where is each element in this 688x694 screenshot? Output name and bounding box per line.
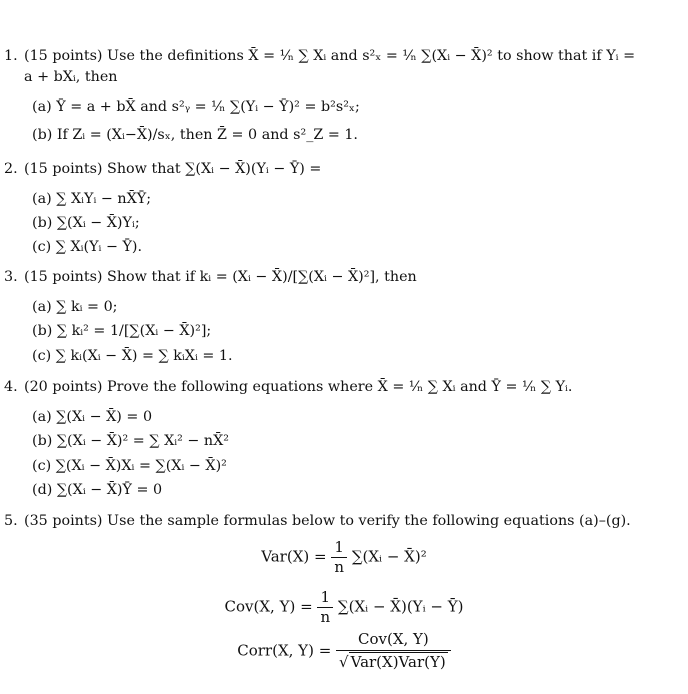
problem-2-statement: (15 points) Show that ∑(Xᵢ − X̄)(Yᵢ − Ȳ) = [24, 161, 322, 177]
problem-5-statement: (35 points) Use the sample formulas below to verify the following equations (a)–(g). [24, 513, 631, 529]
problem-4-statement: (20 points) Prove the following equations where X̄ = ¹⁄ₙ ∑ Xᵢ and Ȳ = ¹⁄ₙ ∑ Yᵢ. [24, 379, 573, 395]
correlation-formula [0, 630, 688, 671]
problem-5-number: 5. [4, 513, 18, 529]
covariance-formula [0, 590, 688, 625]
covariance-fraction [317, 590, 333, 625]
problem-3-statement: (15 points) Show that if kᵢ = (Xᵢ − X̄)/[∑(Xᵢ − X̄)²], then [24, 269, 417, 285]
variance-rhs: ∑(Xᵢ − X̄)² [351, 547, 427, 566]
covariance-fraction-denominator: n [320, 608, 331, 626]
problem-4-part-a: (a) ∑(Xᵢ − X̄) = 0 [32, 409, 153, 425]
problem-1-statement: (15 points) Use the definitions X̄ = ¹⁄ₙ ∑ Xᵢ and s²ₓ = ¹⁄ₙ ∑(Xᵢ − X̄)² to show that if Yᵢ = [24, 48, 636, 64]
problem-4-part-b: (b) ∑(Xᵢ − X̄)² = ∑ Xᵢ² − nX̄² [32, 433, 230, 449]
problem-2-part-b: (b) ∑(Xᵢ − X̄)Yᵢ; [32, 215, 140, 231]
correlation-denominator-radicand: Var(X)Var(Y) [350, 653, 446, 671]
problem-1-part-b: (b) If Zᵢ = (Xᵢ−X̄)/sₓ, then Z̄ = 0 and s²_Z = 1. [32, 127, 358, 143]
variance-fraction [331, 540, 347, 575]
variance-fraction-denominator: n [334, 558, 345, 576]
problem-3-number: 3. [4, 269, 18, 285]
problem-1-statement-cont: a + bXᵢ, then [24, 69, 118, 85]
variance-formula [0, 540, 688, 575]
covariance-lhs: Cov(X, Y) = [224, 597, 313, 616]
problem-2-part-a: (a) ∑ XᵢYᵢ − nX̄Ȳ; [32, 191, 152, 207]
correlation-lhs: Corr(X, Y) = [237, 641, 332, 660]
variance-fraction-numerator: 1 [331, 540, 347, 558]
problem-2-number: 2. [4, 161, 18, 177]
covariance-fraction-numerator: 1 [317, 590, 333, 608]
problem-3-part-a: (a) ∑ kᵢ = 0; [32, 299, 118, 315]
problem-1-number: 1. [4, 48, 18, 64]
variance-lhs: Var(X) = [261, 547, 327, 566]
problem-3-part-b: (b) ∑ kᵢ² = 1/[∑(Xᵢ − X̄)²]; [32, 323, 212, 339]
correlation-numerator: Cov(X, Y) [336, 630, 451, 651]
problem-4-part-d: (d) ∑(Xᵢ − X̄)Ȳ = 0 [32, 482, 163, 498]
problem-3-part-c: (c) ∑ kᵢ(Xᵢ − X̄) = ∑ kᵢXᵢ = 1. [32, 348, 233, 364]
problem-1-part-a: (a) Ȳ = a + bX̄ and s²ᵧ = ¹⁄ₙ ∑(Yᵢ − Ȳ)² = b²s²ₓ; [32, 99, 360, 115]
correlation-denominator [336, 651, 451, 671]
correlation-fraction [336, 630, 451, 671]
square-root-sign: √ [339, 653, 349, 671]
problem-2-part-c: (c) ∑ Xᵢ(Yᵢ − Ȳ). [32, 239, 143, 255]
problem-4-part-c: (c) ∑(Xᵢ − X̄)Xᵢ = ∑(Xᵢ − X̄)² [32, 458, 227, 474]
problem-4-number: 4. [4, 379, 18, 395]
covariance-rhs: ∑(Xᵢ − X̄)(Yᵢ − Ȳ) [337, 597, 464, 616]
